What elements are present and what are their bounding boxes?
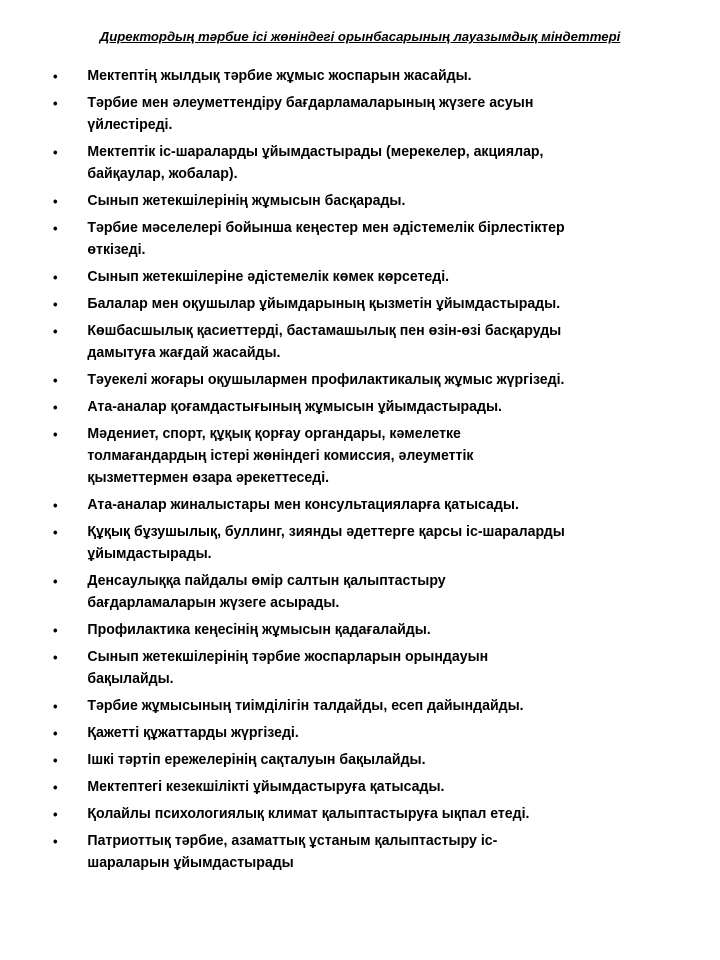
list-item xyxy=(0,494,614,516)
bullet-icon: • xyxy=(53,806,58,822)
list-item-text: Патриоттық тәрбие, азаматтық ұстаным қалыптастыру іс-шараларын ұйымдастырады xyxy=(87,832,498,871)
list-item xyxy=(0,570,614,614)
list-item-text: Көшбасшылық қасиеттерді, бастамашылық пен өзін-өзі басқаруды дамытуға жағдай жасайды. xyxy=(87,322,562,361)
bullet-icon: • xyxy=(53,269,58,285)
bullet-icon: • xyxy=(53,193,58,209)
bullet-icon: • xyxy=(53,524,58,540)
list-item-text: Профилактика кеңесінің жұмысын қадағалайды. xyxy=(87,621,431,638)
list-item xyxy=(0,722,614,744)
list-item-text: Ата-аналар жиналыстары мен консультацияларға қатысады. xyxy=(87,496,519,513)
list-item xyxy=(0,619,614,641)
bullet-icon: • xyxy=(53,833,58,849)
list-item-text: Балалар мен оқушылар ұйымдарының қызметін ұйымдастырады. xyxy=(87,295,561,312)
list-item-text: Мектептік іс-шараларды ұйымдастырады (мерекелер, акциялар, байқаулар, жобалар). xyxy=(87,143,544,182)
list-item xyxy=(0,141,614,185)
bullet-icon: • xyxy=(53,95,58,111)
list-item xyxy=(0,266,614,288)
list-item xyxy=(0,695,614,717)
list-item xyxy=(0,320,614,364)
list-item-text: Тәуекелі жоғары оқушылармен профилактикалық жұмыс жүргізеді. xyxy=(87,371,565,388)
bullet-icon: • xyxy=(53,68,58,84)
bullet-icon: • xyxy=(53,698,58,714)
bullet-icon: • xyxy=(53,497,58,513)
list-item-text: Тәрбие мен әлеуметтендіру бағдарламаларының жүзеге асуын үйлестіреді. xyxy=(87,94,534,133)
document-title: Директордың тәрбие ісі жөніндегі орынбасарының лауазымдық міндеттері xyxy=(99,29,621,44)
bullet-icon: • xyxy=(53,399,58,415)
list-item-text: Сынып жетекшілерінің тәрбие жоспарларын орындауын бақылайды. xyxy=(87,648,489,687)
list-item xyxy=(0,749,614,771)
list-item xyxy=(0,803,614,825)
list-item-text: Мектептің жылдық тәрбие жұмыс жоспарын жасайды. xyxy=(87,67,472,84)
bullet-icon: • xyxy=(53,752,58,768)
bullet-icon: • xyxy=(53,725,58,741)
list-item xyxy=(0,293,614,315)
bullet-icon: • xyxy=(53,144,58,160)
list-item xyxy=(0,92,614,136)
bullet-icon: • xyxy=(53,622,58,638)
duties-list xyxy=(0,65,720,879)
list-item xyxy=(0,369,614,391)
list-item-text: Қолайлы психологиялық климат қалыптастыруға ықпал етеді. xyxy=(87,805,530,822)
list-item-text: Тәрбие жұмысының тиімділігін талдайды, есеп дайындайды. xyxy=(87,697,524,714)
list-item-text: Мәдениет, спорт, құқық қорғау органдары, кәмелетке толмағандардың істері жөніндегі комиссия, әлеуметтік қызметтермен өзара әрекеттеседі. xyxy=(87,425,474,486)
list-item-text: Тәрбие мәселелері бойынша кеңестер мен әдістемелік бірлестіктер өткізеді. xyxy=(87,219,565,258)
list-item xyxy=(0,521,614,565)
list-item xyxy=(0,776,614,798)
list-item-text: Сынып жетекшілерінің жұмысын басқарады. xyxy=(87,192,406,209)
bullet-icon: • xyxy=(53,372,58,388)
list-item-text: Құқық бұзушылық, буллинг, зиянды әдеттерге қарсы іс-шараларды ұйымдастырады. xyxy=(87,523,565,562)
bullet-icon: • xyxy=(53,779,58,795)
list-item xyxy=(0,646,614,690)
list-item-text: Мектептегі кезекшілікті ұйымдастыруға қатысады. xyxy=(87,778,445,795)
list-item xyxy=(0,65,614,87)
bullet-icon: • xyxy=(53,296,58,312)
bullet-icon: • xyxy=(53,323,58,339)
bullet-icon: • xyxy=(53,426,58,442)
list-item-text: Ата-аналар қоғамдастығының жұмысын ұйымдастырады. xyxy=(87,398,502,415)
list-item xyxy=(0,830,614,874)
list-item xyxy=(0,217,614,261)
list-item xyxy=(0,190,614,212)
list-item-text: Денсаулыққа пайдалы өмір салтын қалыптастыру бағдарламаларын жүзеге асырады. xyxy=(87,572,446,611)
list-item-text: Ішкі тәртіп ережелерінің сақталуын бақылайды. xyxy=(87,751,426,768)
list-item xyxy=(0,423,614,489)
list-item-text: Сынып жетекшілеріне әдістемелік көмек көрсетеді. xyxy=(87,268,450,285)
list-item xyxy=(0,396,614,418)
list-item-text: Қажетті құжаттарды жүргізеді. xyxy=(87,724,299,741)
bullet-icon: • xyxy=(53,649,58,665)
bullet-icon: • xyxy=(53,573,58,589)
bullet-icon: • xyxy=(53,220,58,236)
